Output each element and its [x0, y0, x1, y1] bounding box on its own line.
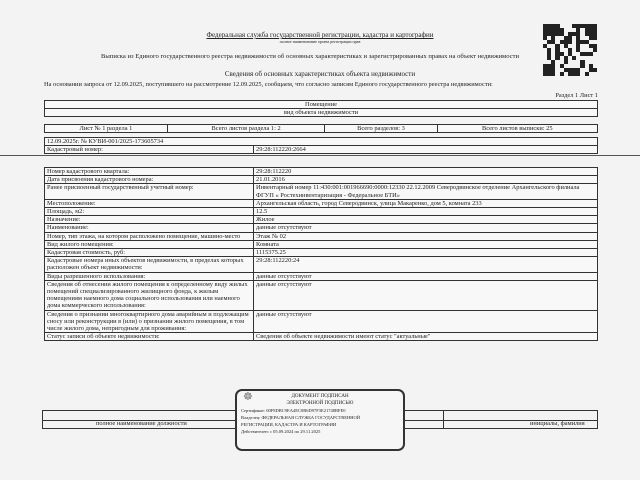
table-row [45, 333, 598, 341]
field-value: Сведения об объекте недвижимости имеют статус "актуальные" [254, 333, 598, 341]
field-label: Номер, тип этажа, на котором расположено помещение, машино-место [45, 232, 254, 240]
field-label: Номер кадастрового квартала: [45, 168, 254, 176]
table-row [45, 168, 598, 176]
field-value: Инвентарный номер 11:430:001:001966690:0000:12330 22.12.2009 Северодвинское отделение Архангельского филиала ФГУП « Ростехинвентаризация - Федеральное БТИ» [254, 184, 598, 199]
stamp-owner: РЕГИСТРАЦИИ, КАДАСТРА И КАРТОГРАФИИ [241, 422, 337, 427]
field-label: Виды разрешенного использования: [45, 272, 254, 280]
stamp-owner: Владелец: ФЕДЕРАЛЬНАЯ СЛУЖБА ГОСУДАРСТВЕННОЙ [241, 415, 361, 420]
table-row [45, 224, 598, 232]
table-row [45, 272, 598, 280]
table-row [45, 240, 598, 248]
table-row [45, 184, 598, 199]
object-type: Помещение [45, 101, 598, 109]
field-value: 12.5 [254, 208, 598, 216]
field-value: Комната [254, 240, 598, 248]
field-value: Этаж № 02 [254, 232, 598, 240]
field-value: данные отсутствуют [254, 310, 598, 333]
field-value: 1115375.25 [254, 249, 598, 257]
agency-caption: полное наименование органа регистрации прав [279, 39, 361, 44]
table-row [45, 257, 598, 272]
cadastral-label: Кадастровый номер: [45, 146, 254, 154]
cadastral-table [44, 137, 598, 154]
stamp-line: ЭЛЕКТРОННОЙ ПОДПИСЬЮ [286, 401, 354, 406]
sheet-info: Всего листов раздела 1: 2 [167, 125, 325, 133]
field-value: 29:28:112220:24 [254, 257, 598, 272]
name-caption: инициалы, фамилия [530, 420, 585, 427]
field-label: Сведения об отнесении жилого помещения к определенному виду жилых помещений специализированного жилищного фонда, к жилым помещениям наемного дома социального использования или наемного дома коммерческого использования: [45, 280, 254, 310]
field-label: Наименование: [45, 224, 254, 232]
stamp-validity: Действителен: с 05.09.2024 по 29.11.2025 [241, 429, 321, 434]
field-label: Кадастровая стоимость, руб: [45, 249, 254, 257]
field-value: 29:28:112220 [254, 168, 598, 176]
field-value: данные отсутствуют [254, 224, 598, 232]
agency-name: Федеральная служба государственной регистрации, кадастра и картографии [206, 31, 434, 39]
table-row [45, 199, 598, 207]
field-label: Местоположение: [45, 199, 254, 207]
emblem-icon: ☸ [243, 391, 253, 403]
field-label: Назначение: [45, 216, 254, 224]
field-label: Кадастровые номера иных объектов недвижимости, в пределах которых расположен объект недвижимости: [45, 257, 254, 272]
sheet-info: Всего листов выписки: 25 [437, 125, 597, 133]
table-row [45, 249, 598, 257]
sheet-info: Всего разделов: 3 [325, 125, 437, 133]
table-row [45, 232, 598, 240]
intro-text: На основании запроса от 12.09.2025, поступившего на рассмотрение 12.09.2025, сообщаем, что согласно записям Единого государственного реестра недвижимости: [44, 81, 493, 88]
characteristics-table [44, 167, 598, 341]
table-row [45, 310, 598, 333]
cadastral-value: 29:28:112220:2664 [254, 146, 598, 154]
table-row [45, 216, 598, 224]
field-label: Ранее присвоенный государственный учетный номер: [45, 184, 254, 199]
field-label: Вид жилого помещения: [45, 240, 254, 248]
field-value: 21.01.2016 [254, 176, 598, 184]
sheet-info: Лист № 1 раздела 1 [45, 125, 168, 133]
position-caption: полное наименование должности [96, 420, 187, 427]
table-row [45, 176, 598, 184]
document-reference: 12.09.2025г. № КУВИ-001/2025-173605734 [45, 138, 598, 146]
object-type-caption: вид объекта недвижимости [45, 109, 598, 117]
table-row [45, 280, 598, 310]
signature-border [42, 410, 43, 428]
field-value: данные отсутствуют [254, 280, 598, 310]
signature-border [443, 410, 444, 428]
stamp-line: ДОКУМЕНТ ПОДПИСАН [291, 394, 349, 399]
field-value: Архангельская область, город Северодвинск, улица Макаренко, дом 5, комната 233 [254, 199, 598, 207]
document-subtitle: Сведения об основных характеристиках объекта недвижимости [224, 70, 416, 78]
stamp-certificate: Сертификат: 00F8DBC9EA4EC0B6D97F3E21748BFE0 [241, 408, 346, 413]
table-row [45, 208, 598, 216]
field-label: Дата присвоения кадастрового номера: [45, 176, 254, 184]
sheets-table [44, 124, 598, 133]
scan-fold-line [0, 155, 640, 156]
field-label: Площадь, м2: [45, 208, 254, 216]
document-title: Выписка из Единого государственного реестра недвижимости об основных характеристиках и зарегистрированных правах на объект недвижимости [100, 53, 520, 60]
object-type-table [44, 100, 598, 117]
field-label: Сведения о признании многоквартирного дома аварийным и подлежащим сносу или реконструкции в (или) о признании жилого помещения, в том числе жилого дома, непригодным для проживания: [45, 310, 254, 333]
field-value: данные отсутствуют [254, 272, 598, 280]
field-value: Жилое [254, 216, 598, 224]
field-label: Статус записи об объекте недвижимости: [45, 333, 254, 341]
signature-border [597, 410, 598, 428]
section-label: Раздел 1 Лист 1 [555, 92, 598, 99]
electronic-signature-stamp [235, 389, 405, 451]
